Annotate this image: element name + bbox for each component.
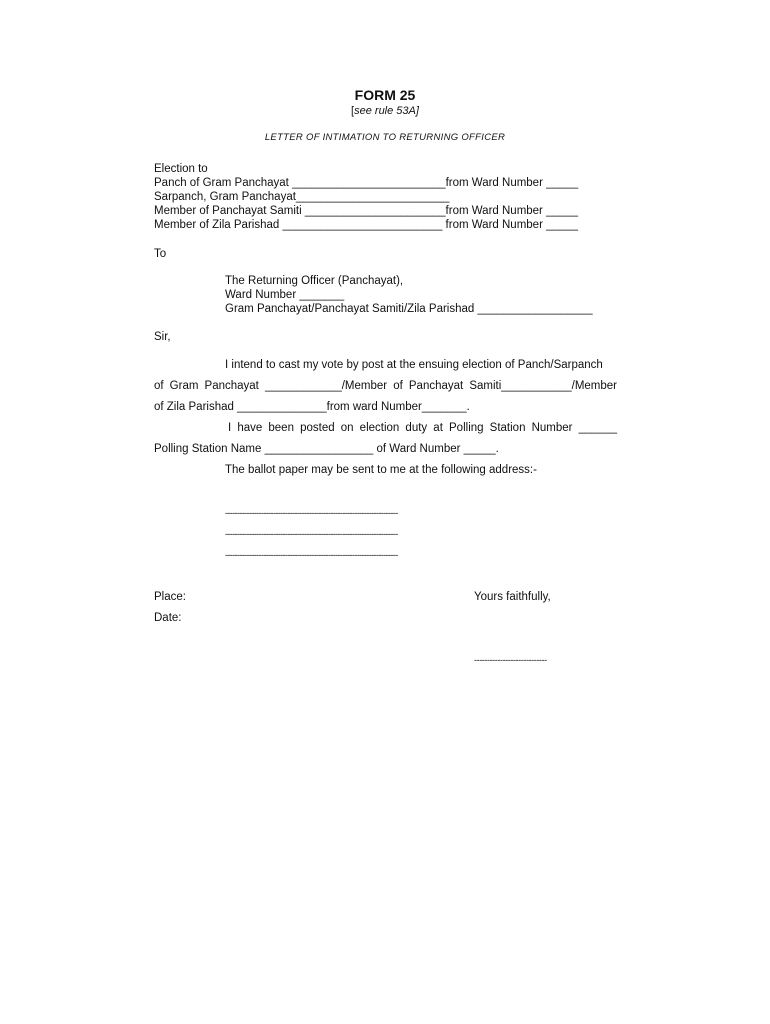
paragraph-1-line-2: of Gram Panchayat ____________/Member of Panchayat Samiti___________/Member [154, 380, 617, 392]
salutation: Sir, [154, 331, 171, 343]
closing-text: Yours faithfully, [474, 591, 551, 603]
rule-bracket: [ [351, 105, 355, 117]
paragraph-2-line-2: Polling Station Name _________________ of Ward Number _____. [154, 443, 499, 455]
recipient-line-1: The Returning Officer (Panchayat), [225, 275, 404, 287]
form-title: FORM 25 [354, 87, 416, 103]
election-line-zila: Member of Zila Parishad _________________________ from Ward Number _____ [154, 219, 579, 231]
paragraph-2-line-1: I have been posted on election duty at Polling Station Number ______ [228, 422, 617, 434]
election-line-sarpanch: Sarpanch, Gram Panchayat________________________ [154, 191, 450, 203]
election-to-label: Election to [154, 163, 208, 175]
paragraph-3: The ballot paper may be sent to me at the following address:- [225, 464, 537, 476]
date-label: Date: [154, 612, 182, 624]
signature-line: ---------------------------- [474, 655, 547, 665]
form-rule-reference [0, 104, 770, 118]
address-line-2: ------------------------------------------------------------------------ [225, 529, 398, 539]
recipient-line-3: Gram Panchayat/Panchayat Samiti/Zila Parishad __________________ [225, 303, 593, 315]
place-label: Place: [154, 591, 186, 603]
paragraph-1-line-1: I intend to cast my vote by post at the ensuing election of Panch/Sarpanch [225, 359, 603, 371]
election-line-panch: Panch of Gram Panchayat ________________________from Ward Number _____ [154, 177, 579, 189]
address-line-3: ------------------------------------------------------------------------ [225, 550, 398, 560]
paragraph-1-line-3: of Zila Parishad ______________from ward Number_______. [154, 401, 470, 413]
election-line-samiti: Member of Panchayat Samiti ______________________from Ward Number _____ [154, 205, 579, 217]
address-line-1: ------------------------------------------------------------------------ [225, 508, 398, 518]
letter-heading: LETTER OF INTIMATION TO RETURNING OFFICER [264, 132, 506, 143]
rule-text: see rule 53A] [354, 105, 419, 117]
recipient-line-2: Ward Number _______ [225, 289, 345, 301]
to-label: To [154, 248, 167, 260]
